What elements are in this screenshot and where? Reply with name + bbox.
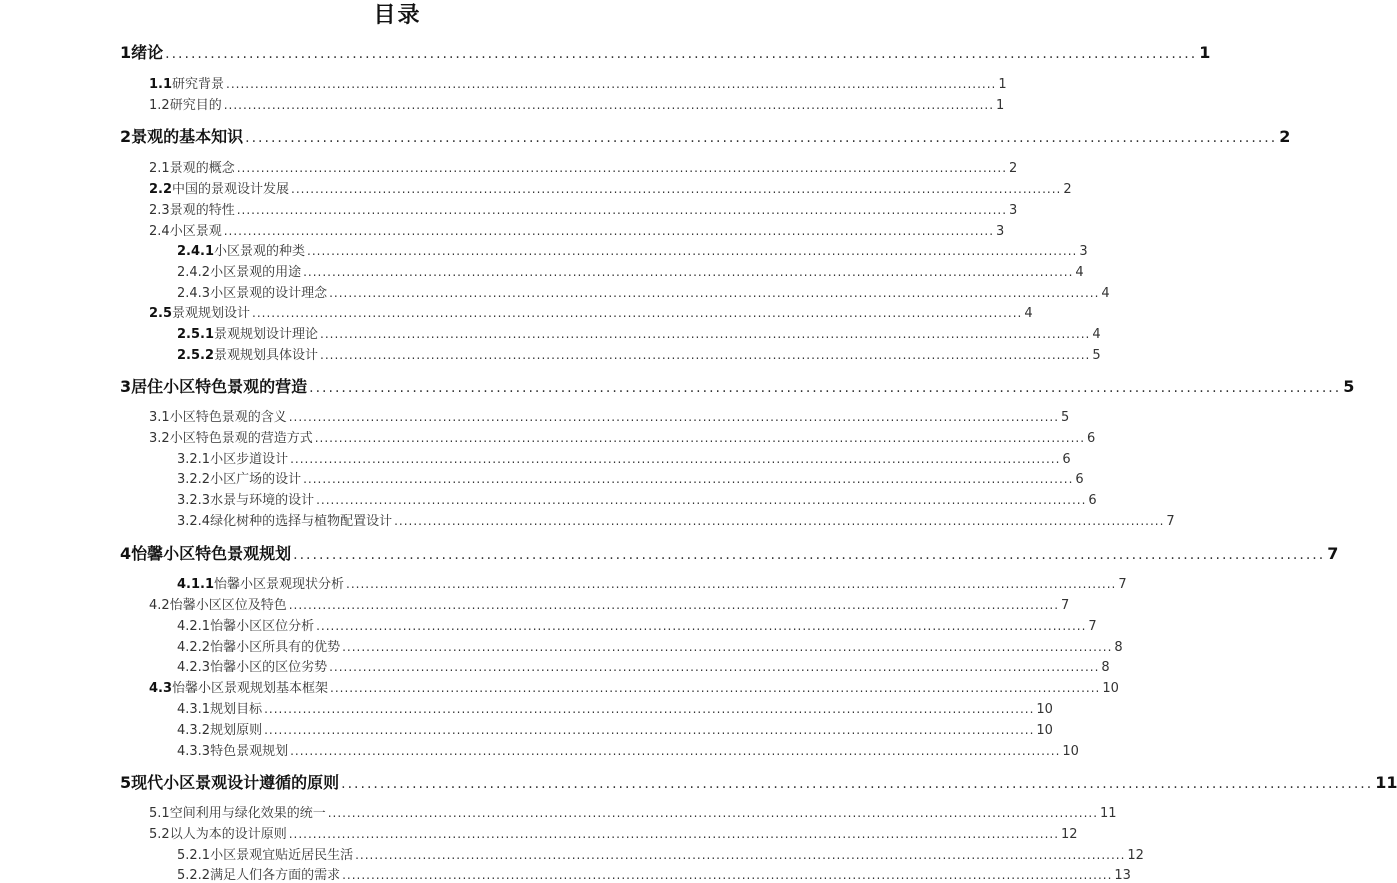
toc-entry-number: 5 xyxy=(120,773,132,792)
toc-entry-title: 特色景观规划 xyxy=(210,744,289,759)
toc-entry-title: 以人为本的设计原则 xyxy=(169,827,287,842)
toc-entry-title: 小区景观宜贴近居民生活 xyxy=(210,848,354,863)
toc-chapter-entry[interactable] xyxy=(120,770,1397,792)
toc-entry-number: 1.2 xyxy=(149,98,170,113)
toc-entry-number: 3.2.4 xyxy=(177,514,211,529)
toc-entry-number: 3.1 xyxy=(149,410,170,425)
page-title: 目录 xyxy=(373,3,422,28)
toc-entry-title: 小区特色景观的含义 xyxy=(169,410,287,425)
toc-section-entry[interactable] xyxy=(149,220,1005,239)
toc-page-number: 3 xyxy=(996,224,1005,239)
toc-entry-title: 小区景观的设计理念 xyxy=(210,286,328,301)
toc-subsection-entry[interactable] xyxy=(177,240,1088,259)
toc-subsection-entry[interactable] xyxy=(177,656,1110,675)
toc-entry-title: 满足人们各方面的需求 xyxy=(210,868,341,883)
toc-page-number: 7 xyxy=(1166,514,1175,529)
toc-entry-title: 怡馨小区所具有的优势 xyxy=(210,640,341,655)
toc-entry-number: 2.5 xyxy=(149,306,173,321)
dot-leader: ................................................................................................................................................................ xyxy=(309,380,1342,396)
toc-entry-number: 2.5.1 xyxy=(177,327,215,342)
toc-page-number: 5 xyxy=(1061,410,1070,425)
toc-entry-title: 怡馨小区区位分析 xyxy=(210,619,315,634)
toc-entry-title: 空间利用与绿化效果的统一 xyxy=(169,806,326,821)
toc-subsection-entry[interactable] xyxy=(177,615,1097,634)
toc-entry-number: 1.1 xyxy=(149,77,173,92)
toc-entry-number: 4.3.2 xyxy=(177,723,211,738)
toc-section-entry[interactable] xyxy=(149,406,1070,425)
toc-entry-title: 研究背景 xyxy=(172,77,225,92)
toc-entry-number: 3.2.1 xyxy=(177,452,211,467)
dot-leader: ................................................................................................................................................................ xyxy=(290,744,1061,758)
toc-page-number: 13 xyxy=(1114,868,1131,883)
toc-entry-number: 4.2 xyxy=(149,598,170,613)
dot-leader: ................................................................................................................................................................ xyxy=(346,577,1117,591)
toc-page-number: 1 xyxy=(996,98,1005,113)
toc-entry-title: 怡馨小区景观规划基本框架 xyxy=(172,681,329,696)
toc-subsection-entry[interactable] xyxy=(177,344,1101,363)
toc-chapter-entry[interactable] xyxy=(120,374,1355,396)
toc-page-number: 4 xyxy=(1101,286,1110,301)
toc-subsection-entry[interactable] xyxy=(177,282,1110,301)
toc-entry-title: 中国的景观设计发展 xyxy=(172,182,290,197)
toc-entry-title: 怡馨小区区位及特色 xyxy=(169,598,287,613)
toc-entry-title: 景观规划具体设计 xyxy=(214,348,319,363)
toc-page-number: 10 xyxy=(1062,744,1079,759)
toc-page-number: 4 xyxy=(1024,306,1033,321)
dot-leader: ................................................................................................................................................................ xyxy=(320,327,1091,341)
toc-subsection-entry[interactable] xyxy=(177,698,1053,717)
toc-entry-number: 2.1 xyxy=(149,161,170,176)
toc-section-entry[interactable] xyxy=(149,178,1072,197)
toc-entry-number: 4.2.2 xyxy=(177,640,211,655)
toc-page-number: 10 xyxy=(1036,723,1053,738)
toc-page-number: 7 xyxy=(1327,544,1339,563)
toc-entry-number: 3.2.3 xyxy=(177,493,211,508)
dot-leader: ................................................................................................................................................................ xyxy=(236,203,1008,217)
toc-page-number: 10 xyxy=(1102,681,1119,696)
toc-page-number: 12 xyxy=(1127,848,1144,863)
dot-leader: ................................................................................................................................................................ xyxy=(327,806,1099,820)
toc-entry-number: 4.3.1 xyxy=(177,702,211,717)
toc-entry-number: 4.2.1 xyxy=(177,619,211,634)
dot-leader: ................................................................................................................................................................ xyxy=(341,776,1374,792)
toc-page-number: 4 xyxy=(1075,265,1084,280)
dot-leader: ................................................................................................................................................................ xyxy=(288,827,1060,841)
toc-entry-number: 3 xyxy=(120,377,132,396)
toc-page-number: 3 xyxy=(1079,244,1088,259)
toc-entry-number: 2.3 xyxy=(149,203,170,218)
dot-leader: ................................................................................................................................................................ xyxy=(342,868,1113,882)
toc-entry-number: 4.3 xyxy=(149,681,173,696)
dot-leader: ................................................................................................................................................................ xyxy=(314,431,1086,445)
dot-leader: ................................................................................................................................................................ xyxy=(291,182,1062,196)
toc-page-number: 7 xyxy=(1061,598,1070,613)
toc-page-number: 11 xyxy=(1100,806,1117,821)
toc-page-number: 6 xyxy=(1075,472,1084,487)
toc-entry-number: 2.4.1 xyxy=(177,244,215,259)
toc-entry-number: 2 xyxy=(120,127,132,146)
toc-page-number: 5 xyxy=(1343,377,1355,396)
toc-page-number: 8 xyxy=(1114,640,1123,655)
toc-page-number: 6 xyxy=(1088,493,1097,508)
toc-page-number: 10 xyxy=(1036,702,1053,717)
dot-leader: ................................................................................................................................................................ xyxy=(226,77,997,91)
toc-chapter-entry[interactable] xyxy=(120,541,1339,563)
toc-entry-title: 景观的特性 xyxy=(169,203,235,218)
dot-leader: ................................................................................................................................................................ xyxy=(394,514,1165,528)
toc-page-number: 4 xyxy=(1092,327,1101,342)
toc-entry-title: 水景与环境的设计 xyxy=(210,493,315,508)
toc-chapter-entry[interactable] xyxy=(120,40,1211,62)
dot-leader: ................................................................................................................................................................ xyxy=(223,98,995,112)
toc-entry-title: 研究目的 xyxy=(169,98,222,113)
toc-section-entry[interactable] xyxy=(149,677,1119,696)
toc-subsection-entry[interactable] xyxy=(177,261,1084,280)
dot-leader: ................................................................................................................................................................ xyxy=(252,306,1023,320)
dot-leader: ................................................................................................................................................................ xyxy=(329,286,1100,300)
toc-subsection-entry[interactable] xyxy=(177,510,1175,529)
toc-entry-title: 小区步道设计 xyxy=(210,452,289,467)
toc-page-number: 7 xyxy=(1118,577,1127,592)
toc-page-number: 6 xyxy=(1087,431,1096,446)
toc-section-entry[interactable] xyxy=(149,823,1078,842)
toc-entry-number: 4.1.1 xyxy=(177,577,215,592)
toc-entry-title: 怡馨小区的区位劣势 xyxy=(210,660,328,675)
toc-entry-number: 3.2 xyxy=(149,431,170,446)
dot-leader: ................................................................................................................................................................ xyxy=(342,640,1113,654)
toc-page-number: 3 xyxy=(1009,203,1018,218)
dot-leader: ................................................................................................................................................................ xyxy=(245,130,1278,146)
toc-page-number: 8 xyxy=(1101,660,1110,675)
toc-subsection-entry[interactable] xyxy=(177,489,1097,508)
toc-section-entry[interactable] xyxy=(149,302,1033,321)
toc-entry-title: 绪论 xyxy=(131,43,164,62)
dot-leader: ................................................................................................................................................................ xyxy=(355,848,1126,862)
toc-page-number: 5 xyxy=(1092,348,1101,363)
toc-entry-title: 规划原则 xyxy=(210,723,263,738)
toc-entry-title: 景观规划设计理论 xyxy=(214,327,319,342)
toc-page-number: 11 xyxy=(1375,773,1397,792)
toc-page-number: 2 xyxy=(1279,127,1291,146)
toc-section-entry[interactable] xyxy=(149,427,1096,446)
toc-page-number: 7 xyxy=(1088,619,1097,634)
toc-entry-title: 怡馨小区景观现状分析 xyxy=(214,577,345,592)
toc-page-number: 12 xyxy=(1061,827,1078,842)
toc-section-entry[interactable] xyxy=(149,594,1070,613)
toc-entry-number: 5.2.1 xyxy=(177,848,211,863)
toc-entry-title: 小区广场的设计 xyxy=(210,472,302,487)
toc-section-entry[interactable] xyxy=(149,94,1005,113)
toc-entry-title: 规划目标 xyxy=(210,702,263,717)
toc-subsection-entry[interactable] xyxy=(177,636,1123,655)
toc-page-number: 1 xyxy=(1199,43,1211,62)
toc-section-entry[interactable] xyxy=(149,157,1018,176)
toc-subsection-entry[interactable] xyxy=(177,468,1084,487)
dot-leader: ................................................................................................................................................................ xyxy=(290,452,1061,466)
toc-subsection-entry[interactable] xyxy=(177,864,1131,883)
toc-subsection-entry[interactable] xyxy=(177,323,1101,342)
toc-entry-number: 4.3.3 xyxy=(177,744,211,759)
toc-subsection-entry[interactable] xyxy=(177,844,1144,863)
dot-leader: ................................................................................................................................................................ xyxy=(316,619,1087,633)
toc-entry-number: 1 xyxy=(120,43,132,62)
toc-entry-number: 2.4.3 xyxy=(177,286,211,301)
dot-leader: ................................................................................................................................................................ xyxy=(316,493,1087,507)
toc-entry-title: 小区景观的种类 xyxy=(214,244,306,259)
toc-subsection-entry[interactable] xyxy=(177,740,1079,759)
toc-entry-title: 怡馨小区特色景观规划 xyxy=(131,544,292,563)
toc-entry-number: 2.5.2 xyxy=(177,348,215,363)
dot-leader: ................................................................................................................................................................ xyxy=(264,702,1035,716)
toc-entry-number: 2.4.2 xyxy=(177,265,211,280)
toc-page-number: 1 xyxy=(998,77,1007,92)
dot-leader: ................................................................................................................................................................ xyxy=(303,265,1074,279)
toc-entry-number: 2.2 xyxy=(149,182,173,197)
dot-leader: ................................................................................................................................................................ xyxy=(165,46,1198,62)
toc-entry-title: 小区景观的用途 xyxy=(210,265,302,280)
dot-leader: ................................................................................................................................................................ xyxy=(307,244,1078,258)
toc-entry-title: 现代小区景观设计遵循的原则 xyxy=(131,773,340,792)
dot-leader: ................................................................................................................................................................ xyxy=(293,547,1326,563)
toc-subsection-entry[interactable] xyxy=(177,719,1053,738)
toc-entry-number: 4 xyxy=(120,544,132,563)
toc-page-number: 2 xyxy=(1009,161,1018,176)
toc-entry-title: 绿化树种的选择与植物配置设计 xyxy=(210,514,393,529)
toc-section-entry[interactable] xyxy=(149,199,1018,218)
dot-leader: ................................................................................................................................................................ xyxy=(329,660,1100,674)
toc-entry-title: 小区景观 xyxy=(169,224,222,239)
dot-leader: ................................................................................................................................................................ xyxy=(236,161,1008,175)
toc-subsection-entry[interactable] xyxy=(177,448,1071,467)
toc-entry-number: 2.4 xyxy=(149,224,170,239)
toc-section-entry[interactable] xyxy=(149,73,1007,92)
toc-entry-title: 景观的基本知识 xyxy=(131,127,244,146)
dot-leader: ................................................................................................................................................................ xyxy=(288,410,1060,424)
toc-entry-number: 3.2.2 xyxy=(177,472,211,487)
toc-entry-number: 5.1 xyxy=(149,806,170,821)
toc-entry-title: 居住小区特色景观的营造 xyxy=(131,377,308,396)
dot-leader: ................................................................................................................................................................ xyxy=(288,598,1060,612)
toc-page-number: 6 xyxy=(1062,452,1071,467)
toc-entry-title: 景观规划设计 xyxy=(172,306,251,321)
dot-leader: ................................................................................................................................................................ xyxy=(330,681,1101,695)
toc-entry-title: 景观的概念 xyxy=(169,161,235,176)
toc-chapter-entry[interactable] xyxy=(120,124,1291,146)
toc-section-entry[interactable] xyxy=(149,802,1117,821)
toc-entry-number: 5.2.2 xyxy=(177,868,211,883)
dot-leader: ................................................................................................................................................................ xyxy=(303,472,1074,486)
toc-entry-number: 5.2 xyxy=(149,827,170,842)
toc-page-number: 2 xyxy=(1063,182,1072,197)
dot-leader: ................................................................................................................................................................ xyxy=(223,224,995,238)
dot-leader: ................................................................................................................................................................ xyxy=(320,348,1091,362)
toc-entry-title: 小区特色景观的营造方式 xyxy=(169,431,313,446)
toc-entry-number: 4.2.3 xyxy=(177,660,211,675)
dot-leader: ................................................................................................................................................................ xyxy=(264,723,1035,737)
toc-subsection-entry[interactable] xyxy=(177,573,1127,592)
